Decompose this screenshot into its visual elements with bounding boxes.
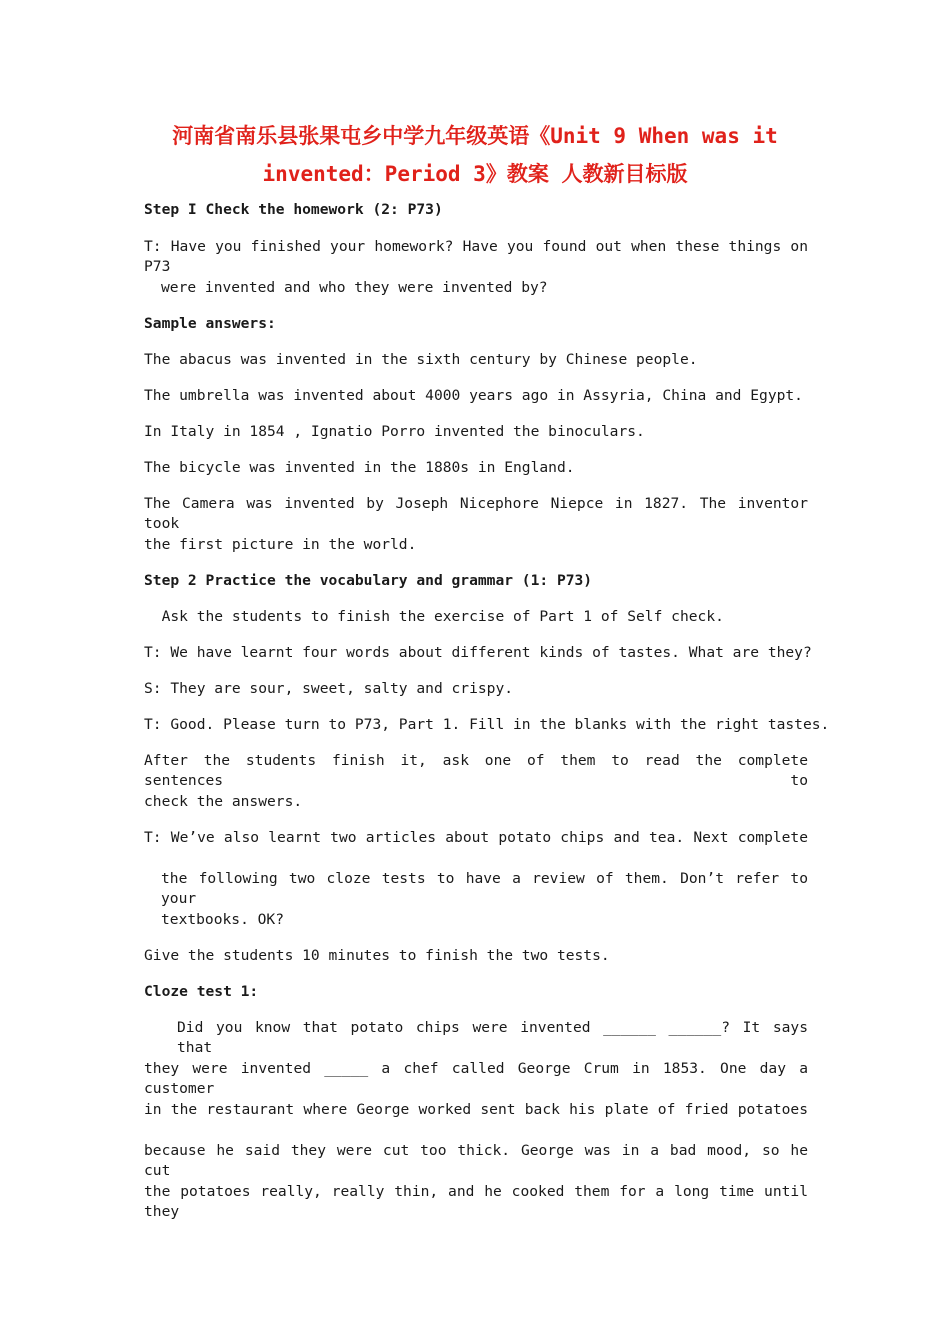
step2-line: After the students finish it, ask one of them to read the complete sentences to [144,752,808,789]
step2-line: T: Good. Please turn to P73, Part 1. Fill in the blanks with the right tastes. [144,716,830,733]
step1-heading: Step I Check the homework (2: P73) [144,201,443,218]
step2-line: the following two cloze tests to have a review of them. Don’t refer to your [161,870,808,907]
step2-line: Ask the students to finish the exercise of Part 1 of Self check. [144,608,724,625]
cloze-test-heading: Cloze test 1: [144,983,259,1000]
step2-line: textbooks. OK? [161,911,285,928]
answer-line: The abacus was invented in the sixth century by Chinese people. [144,351,698,368]
cloze-line: because he said they were cut too thick. George was in a bad mood, so he cut [144,1142,808,1179]
step2-line: T: We have learnt four words about different kinds of tastes. What are they? [144,644,812,661]
answer-line: the first picture in the world. [144,536,417,553]
step2-line: T: We’ve also learnt two articles about potato chips and tea. Next complete [144,829,808,846]
answer-line: The bicycle was invented in the 1880s in England. [144,459,575,476]
answer-line: The umbrella was invented about 4000 years ago in Assyria, China and Egypt. [144,387,803,404]
step1-question-line-2: were invented and who they were invented by? [161,279,548,296]
cloze-line: the potatoes really, really thin, and he cooked them for a long time until they [144,1183,808,1220]
cloze-line: in the restaurant where George worked sent back his plate of fried potatoes [144,1101,808,1118]
answer-line: The Camera was invented by Joseph Nicephore Niepce in 1827. The inventor took [144,495,808,532]
cloze-line: they were invented _____ a chef called George Crum in 1853. One day a customer [144,1060,808,1097]
document-title-line-2: invented：Period 3》教案 人教新目标版 [262,162,688,186]
sample-answers-heading: Sample answers: [144,315,276,332]
step1-question-line-1: T: Have you finished your homework? Have you found out when these things on P73 [144,238,808,275]
document-title-line-1: 河南省南乐县张果屯乡中学九年级英语《Unit 9 When was it [172,124,778,148]
step2-line: S: They are sour, sweet, salty and crispy. [144,680,514,697]
step2-line: check the answers. [144,793,303,810]
answer-line: In Italy in 1854 , Ignatio Porro invented the binoculars. [144,423,645,440]
step2-line: Give the students 10 minutes to finish the two tests. [144,947,610,964]
cloze-line: Did you know that potato chips were invented ______ ______? It says that [177,1019,808,1056]
step2-heading: Step 2 Practice the vocabulary and grammar (1: P73) [144,572,593,589]
